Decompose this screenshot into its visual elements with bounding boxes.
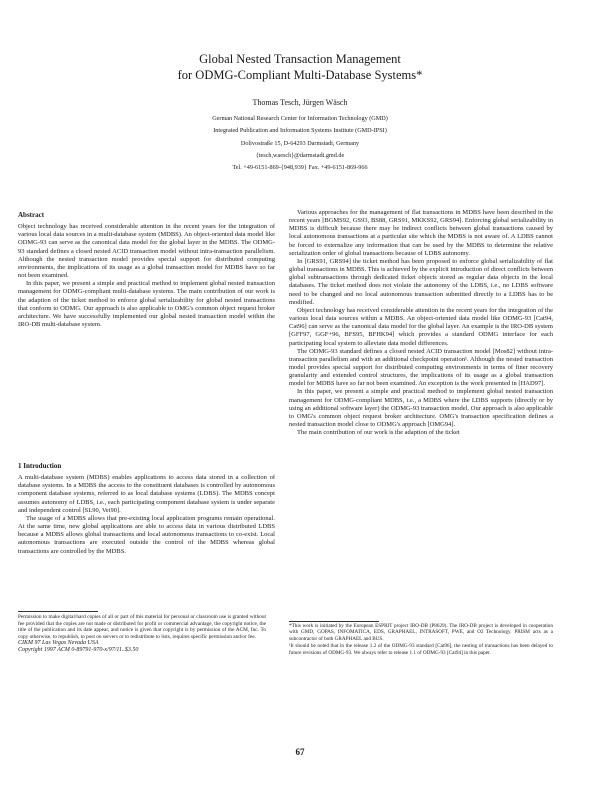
- footnote-1: *This work is initiated by the European ESPRIT project IRO-DB (P8629). The IRO-DB project is developed in cooperation with GMD, GOPAS, INFOMATICA, EDS, GRAPHAEL, INTRASOFT, PWE, and O2 Technology. PRISM acts as a subcontractor of both GRAPHAEL and BUS.: [289, 623, 553, 642]
- paper-title-line-1: Global Nested Transaction Management: [199, 52, 401, 66]
- right-paragraph-4: The ODMG-93 standard defines a closed nested ACID transaction model [Mos82] without intra-transaction parallelism and with an additional checkpoint operation¹. Although the nested transaction model provides special support for distributed computing environments in terms of finer recovery granularity and extended control structures, the implications of its usage as a global transaction model for MDBS have so far not been examined. An exception is the work presented in [HAD97].: [289, 347, 553, 388]
- abstract-paragraph-1: Object technology has received considerable attention in the recent years for the integration of various local data sources in a multi-database system (MDBS). An object-oriented data model like ODMG-93 can serve as the canonical data model for the global layer in the MDBS. The ODMG-93 standard defines a closed nested ACID transaction model without intra-transaction parallelism. Although the nested transaction model provides special support for distributed computing environments, the implications of its usage as a global transaction model for MDBS have so far not been examined.: [18, 223, 275, 280]
- right-paragraph-3: Object technology has received considerable attention in the recent years for the integration of the various local data sources within a MDBS. An object-oriented data model like ODMG-93 [Cat94, Cat96] can serve as the canonical data model for the global layer. An example is the IRO-DB system [GFF97, GGF+96, BFS95, BFHK94] which provides a standard ODMG interface for each participating local system to alleviate data model differences.: [289, 306, 553, 347]
- footnote-divider: [289, 621, 379, 622]
- introduction-paragraph-1: A multi-database system (MDBS) enables applications to access data stored in a collection of database systems. In a MDBS the access to the constituent databases is controlled by autonomous component database systems, referred to as local database systems (LDBS). The MDBS concept assumes autonomy of LDBS, i.e., each participating component database system is under separate and independent control [SL90, Vei90].: [18, 474, 275, 514]
- affiliation-line-2: Integrated Publication and Information Systems Institute (GMD-IPSI): [213, 127, 387, 134]
- footnotes: [289, 623, 553, 657]
- abstract-paragraph-2: In this paper, we present a simple and practical method to implement global nested transaction management for ODMG-compliant multi-database systems. The main contribution of our work is the adaption of the ticket method to enforce global serializability for global nested transactions that conform to ODMG. Our approach is also applicable to OMG's common object request broker architecture. We have successfully implemented our global nested transaction model within the IRO-DB multi-database system.: [18, 280, 275, 329]
- permission-text: Permission to make digital/hard copies of all or part of this material for personal or classroom use is granted without fee provided that the copies are not made or distributed for profit or commercial advantage, the copyright notice, the title of the publication and its date appear, and notice is given that copyright is by permission of the ACM, Inc. To copy otherwise, to republish, to post on servers or to redistribute to lists, requires specific permission and/or fee.: [18, 614, 266, 640]
- right-paragraph-2: In [GRS91, GRS94] the ticket method has been proposed to enforce global serializability of flat global transactions in MDBS. This is achieved by the explicit introduction of direct conflicts between global subtransactions through dedicated ticket objects stored as regular data objects in the local databases. The ticket method does not violate the autonomy of the LDBS, i.e., no LDBS software need to be changed and no local autonomous transaction submitted directly to a LDBS has to be modified.: [289, 257, 553, 306]
- right-column: [289, 209, 553, 437]
- right-paragraph-5: In this paper, we present a simple and practical method to implement global nested transaction management for ODMG-compliant MDBS, i.e., a MDBS where the LDBS supports (directly or by using an additional software layer) the ODMG-93 transaction model. Our approach is also applicable to OMG's common object request broker architecture. OMG's transaction specification defines a nested transaction model close to ODMG's approach [OMG94].: [289, 388, 553, 429]
- page-number: 67: [295, 747, 305, 757]
- introduction-section: [18, 462, 275, 556]
- notice-divider: [18, 611, 98, 612]
- address: Dolivostraße 15, D-64293 Darmstadt, Germany: [240, 140, 360, 147]
- authors: Thomas Tesch, Jürgen Wäsch: [252, 98, 348, 107]
- right-paragraph-6: The main contribution of our work is the adaption of the ticket: [297, 429, 460, 437]
- left-column: [18, 211, 275, 329]
- permission-notice: [18, 614, 266, 654]
- affiliation-line-1: German National Research Center for Information Technology (GMD): [212, 115, 388, 122]
- conference-line: CIKM 97 Las Vegas Nevada USA: [18, 640, 99, 647]
- footnote-2: ¹It should be noted that in the release 1.2 of the ODMG-93 standard [Cat96], the nesting of transactions has been delayed to future revisions of ODMG-93. We always refer to release 1.1 of ODMG-93 [Cat94] in this paper.: [289, 643, 553, 656]
- copyright-line: Copyright 1997 ACM 0-89791-970-x/97/11..$3.50: [18, 647, 139, 654]
- introduction-heading: 1 Introduction: [18, 462, 62, 470]
- right-paragraph-1: Various approaches for the management of flat transactions in MDBS have been described in the recent years [BGMS92, GS93, BS88, GRS91, MKKS92, GRS94]. Enforcing global serializability in MDBS is difficult because there may be indirect conflicts between global transactions caused by local autonomous transactions at a particular site which the MDBS is not aware of. A LDBS cannot be forced to externalize any information that can be used by the MDBS to determine the relative serialization order of global transactions because of LDBS autonomy.: [289, 209, 553, 257]
- email: {tesch,waesch}@darmstadt.gmd.de: [255, 152, 345, 159]
- paper-title-line-2: for ODMG-Compliant Multi-Database Systems*: [177, 68, 423, 82]
- abstract-heading: Abstract: [18, 211, 45, 219]
- phone-fax: Tel. +49-6151-869-{948,939} Fax. +49-6151-869-966: [232, 164, 368, 171]
- introduction-paragraph-2: The usage of a MDBS allows that pre-existing local application programs remain operational. At the same time, new global applications are able to access data in various distributed LDBS because a MDBS allows global transactions and local autonomous transactions to co-exist. Local autonomous transactions are executed outside the control of the MDBS whereas global transactions are controlled by the MDBS.: [18, 514, 275, 555]
